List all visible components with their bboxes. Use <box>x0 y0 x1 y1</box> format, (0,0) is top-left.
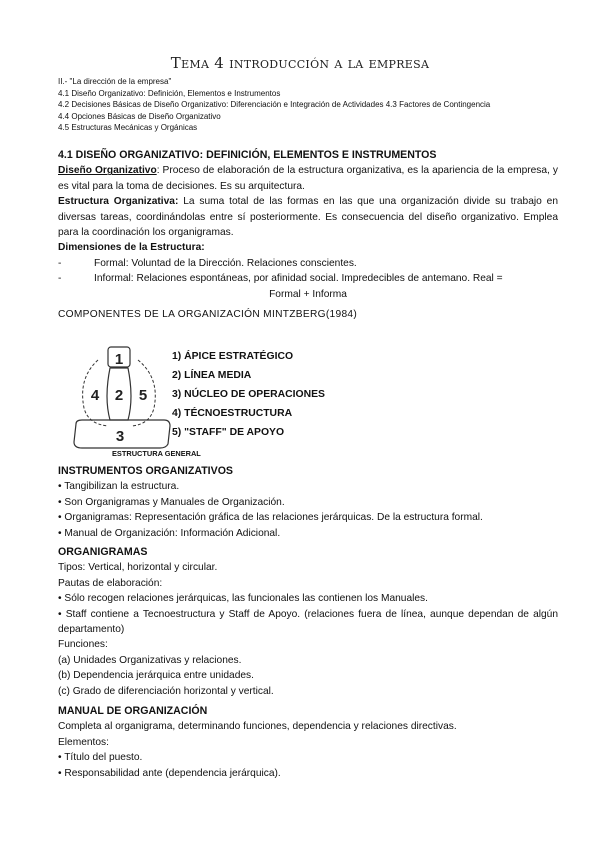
estructura-text: La suma total de las formas en las que una organización divide su trabajo en diversas tareas, coordinándolas entre sí posteriormente. Es consecuencia del diseño organizativo. Emplea para la coordinación los organigramas. <box>58 196 558 239</box>
component-list <box>172 347 325 442</box>
manual-section <box>58 704 558 781</box>
component-label: 3) NÚCLEO DE OPERACIONES <box>172 389 325 400</box>
informal-text: Informal: Relaciones espontáneas, por afinidad social. Impredecibles de antemano. Real = <box>94 273 503 285</box>
diagram-caption: ESTRUCTURA GENERAL <box>112 449 201 458</box>
component-number: 4 <box>90 387 100 404</box>
pautas-line: Pautas de elaboración: <box>58 577 163 589</box>
section-4-1 <box>58 148 558 302</box>
list-item: (c) Grado de diferenciación horizontal y vertical. <box>58 685 274 697</box>
component-label: 4) TÉCNOESTRUCTURA <box>172 408 293 419</box>
componentes-heading: COMPONENTES DE LA ORGANIZACIÓN MINTZBERG(1984) <box>58 309 358 320</box>
component-label: 1) ÁPICE ESTRATÉGICO <box>172 351 294 362</box>
list-item: • Tangibilizan la estructura. <box>58 481 180 493</box>
toc-item: 4.1 Diseño Organizativo: Definición, Elementos e Instrumentos <box>58 88 281 98</box>
list-item: • Sólo recogen relaciones jerárquicas, las funcionales las contienen los Manuales. <box>58 593 428 605</box>
diseno-text: : Proceso de elaboración de la estructura organizativa, es la apariencia de la empresa, y es vital para la toma de decisiones. Es su arquitectura. <box>58 165 558 192</box>
dash-marker: - <box>58 257 62 269</box>
toc-item: 4.5 Estructuras Mecánicas y Orgánicas <box>58 123 198 133</box>
manual-heading: MANUAL DE ORGANIZACIÓN <box>58 705 208 717</box>
toc-item: 4.4 Opciones Básicas de Diseño Organizativo <box>58 111 221 121</box>
component-number: 2 <box>114 387 124 404</box>
formal-text: Formal: Voluntad de la Dirección. Relaciones conscientes. <box>94 257 357 269</box>
instrumentos-heading: INSTRUMENTOS ORGANIZATIVOS <box>58 465 233 477</box>
tipos-line: Tipos: Vertical, horizontal y circular. <box>58 562 218 574</box>
page-title: Tema 4 introducción a la empresa <box>170 54 430 72</box>
organigramas-heading: ORGANIGRAMAS <box>58 546 148 558</box>
list-item: • Organigramas: Representación gráfica de las relaciones jerárquicas. De la estructura formal. <box>58 512 483 524</box>
toc-item: 4.2 Decisiones Básicas de Diseño Organizativo: Diferenciación e Integración de Actividades 4.3 Factores de Contingencia <box>58 100 491 110</box>
component-number: 1 <box>114 351 124 368</box>
component-number: 5 <box>138 387 148 404</box>
list-item: • Son Organigramas y Manuales de Organización. <box>58 496 285 508</box>
component-number: 3 <box>115 428 125 445</box>
instrumentos-section <box>58 464 558 541</box>
informal-continuation: Formal + Informa <box>269 288 347 300</box>
dash-marker: - <box>58 273 62 285</box>
toc-item: II.- "La dirección de la empresa" <box>58 77 172 86</box>
informal-item <box>58 271 558 286</box>
elementos-line: Elementos: <box>58 736 109 748</box>
diseno-paragraph <box>58 163 558 194</box>
list-item: (b) Dependencia jerárquica entre unidades. <box>58 670 254 682</box>
section-heading: 4.1 DISEÑO ORGANIZATIVO: DEFINICIÓN, ELEMENTOS E INSTRUMENTOS <box>58 149 437 161</box>
formal-item <box>58 256 558 271</box>
estructura-term: Estructura Organizativa: <box>58 196 179 208</box>
funciones-line: Funciones: <box>58 639 108 651</box>
organigramas-section <box>58 545 558 699</box>
manual-text: Completa al organigrama, determinando funciones, dependencia y relaciones directivas. <box>58 721 457 733</box>
list-item: • Manual de Organización: Información Adicional. <box>58 527 281 539</box>
list-item: • Título del puesto. <box>58 752 143 764</box>
dimensiones-heading: Dimensiones de la Estructura: <box>58 242 205 254</box>
list-item: • Staff contiene a Tecnoestructura y Staff de Apoyo. (relaciones fuera de línea, aunque dependan de algún departamento) <box>58 608 558 636</box>
list-item: • Responsabilidad ante (dependencia jerárquica). <box>58 767 281 779</box>
estructura-paragraph <box>58 194 558 240</box>
component-label: 5) "STAFF" DE APOYO <box>172 427 285 438</box>
list-item: (a) Unidades Organizativas y relaciones. <box>58 654 242 666</box>
component-label: 2) LÍNEA MEDIA <box>172 370 252 381</box>
diseno-term: Diseño Organizativo <box>58 165 157 177</box>
table-of-contents <box>58 76 490 134</box>
